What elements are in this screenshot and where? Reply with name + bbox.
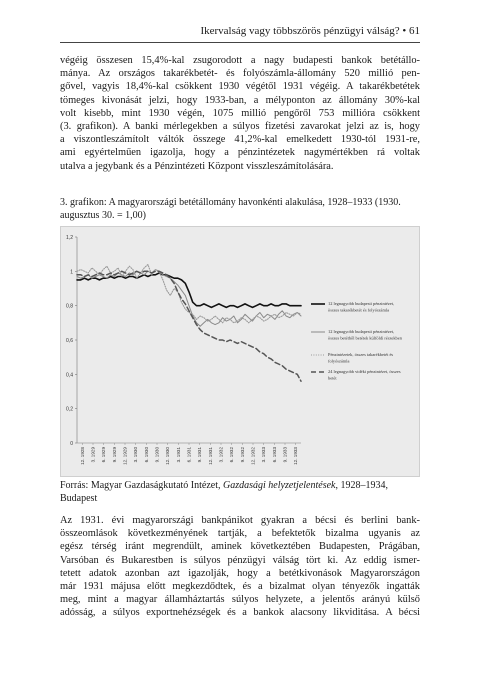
x-tick-label: 12. 1930 (165, 447, 171, 465)
x-tick-label: 3. 1929 (90, 447, 96, 463)
caption-line: 3. grafikon: A magyarországi betétállomány havonkénti alakulása, 1928–1933 (1930. (60, 197, 401, 208)
x-tick-label: 12. 1931 (207, 447, 213, 465)
y-tick-label: 0,4 (66, 372, 73, 379)
x-tick-label: 12. 1929 (122, 447, 128, 465)
chart-canvas (61, 227, 419, 476)
paragraph-line: Varsóban és Bukarestben is súlyos pénzügyi válság tört ki. Az eddig ismer- (60, 554, 420, 566)
y-tick-label: 0,6 (66, 338, 73, 344)
y-tick-label: 1 (70, 269, 73, 276)
page-number: 61 (409, 25, 420, 37)
x-tick-label: 6. 1929 (101, 447, 107, 463)
deposit-chart (60, 226, 420, 477)
x-tick-label: 6. 1930 (143, 447, 149, 463)
x-tick-label: 12. 1928 (79, 447, 85, 465)
running-header (60, 20, 420, 43)
paragraph-line: végéig összesen 15,4%-kal zsugorodott a nagy budapesti bankok betétállo- (60, 55, 420, 66)
paragraph-line: mánya. Az országos takarékbetét- és folyószámla-állomány 520 millió pen- (60, 68, 420, 80)
paragraph-line: Az 1931. évi magyarországi bankpánikot gyakran a bécsi és berlini bank- (60, 515, 420, 526)
paragraph-1 (60, 54, 420, 173)
x-tick-label: 9. 1929 (111, 447, 117, 463)
paragraph-line: gővel, vagyis 18,4%-kal csökkent 1930 végétől 1931 végéig. A takarékbetétek (60, 81, 420, 93)
x-tick-label: 12. 1933 (293, 447, 299, 465)
y-tick-label: 0,8 (66, 303, 73, 310)
y-tick-label: 0,2 (66, 406, 73, 413)
series-line-1 (77, 273, 301, 307)
running-title: Ikervalság vagy többszörös pénzügyi válság? (200, 25, 400, 37)
legend-label: összes takarékbetét és folyószámla (328, 307, 390, 313)
paragraph-line: már 1931 májusa előtt megkezdődtek, és a bizalmat olyan tényezők ingatták (60, 581, 420, 593)
legend-label: összes betétből betétek külföldi részekben (328, 335, 402, 341)
x-tick-label: 3. 1930 (133, 447, 139, 463)
y-tick-label: 0 (70, 441, 73, 447)
legend-label: Pénzintézetek, összes takarékbetét és (328, 352, 394, 357)
paragraph-line: utalva a jegybank és a Pénzintézeti Központ visszleszámítolására. (60, 160, 334, 172)
paragraph-line: ami egyértelműen igazolja, hogy a pénzintézetek nagymértékben rá voltak (60, 147, 420, 159)
legend-label: 24 legnagyobb vidéki pénzintézet, összes (328, 369, 401, 374)
y-tick-label: 1,2 (66, 235, 73, 241)
paragraph-line: tömeges kivonását jelzi, hogy 1933-ban, a mélyponton az állomány 30%-kal (60, 94, 420, 106)
source-text: Forrás: Magyar Gazdaságkutató Intézet, Gazdasági helyzetjelentések, 1928–1934, (60, 480, 388, 491)
x-tick-label: 6. 1932 (229, 447, 235, 463)
paragraph-2 (60, 514, 420, 620)
legend-label: betét (328, 375, 337, 381)
paragraph-line: egész térség iránt megrendült, aminek következtében Budapesten, Prágában, (60, 541, 420, 553)
paragraph-line: volt kisebb, mint 1930 végén, 1075 millió pengőről 753 millióra csökkent (60, 107, 420, 119)
x-tick-label: 9. 1933 (282, 447, 288, 463)
figure-caption (60, 197, 422, 222)
header-bullet: • (402, 25, 407, 37)
x-tick-label: 3. 1932 (218, 447, 224, 463)
paragraph-line: meg, mint a magyar államháztartás súlyos helyzete, a jelentős arányú külső (60, 594, 420, 606)
series-line-4 (77, 271, 301, 381)
x-tick-label: 3. 1931 (175, 447, 181, 463)
x-tick-label: 6. 1931 (186, 447, 192, 463)
paragraph-line: (3. grafikon). A banki mérlegekben a súlyos fizetési zavarokat jelzi az is, hogy (60, 121, 420, 133)
x-tick-label: 9. 1932 (239, 447, 245, 463)
paragraph-line: tetett adatok azonban azt igazolják, hogy a betétkivonások Magyarországon (60, 567, 420, 579)
paragraph-line: adósság, a súlyos exportnehézségek és a bankok alacsony likviditása. A bécsi (60, 607, 420, 619)
source-line (60, 480, 422, 493)
caption-line: augusztus 30. = 1,00) (60, 209, 146, 221)
paragraph-line: a viszontleszámítolt váltók összege 41,2%-kal emelkedett 1930-tól 1931-re, (60, 134, 420, 146)
source-journal-title: Gazdasági helyzetjelentések (223, 480, 336, 491)
x-tick-label: 9. 1931 (197, 447, 203, 463)
legend-label: 12 legnagyobb budapesti pénzintézet, (328, 301, 395, 306)
x-tick-label: 3. 1933 (261, 447, 267, 463)
x-tick-label: 9. 1930 (154, 447, 160, 463)
x-tick-label: 12. 1932 (250, 447, 256, 465)
legend-label: folyószámla (328, 358, 350, 364)
source-line: Budapest (60, 492, 98, 504)
figure-source (60, 480, 422, 505)
legend-label: 12 legnagyobb budapesti pénzintézet, (328, 329, 395, 334)
running-header-text (200, 25, 420, 37)
series-line-2 (77, 270, 301, 327)
x-tick-label: 6. 1933 (271, 447, 277, 463)
paragraph-line: összeomlások következményének tartják, a befektetők bizalma ugyanis az (60, 528, 420, 540)
